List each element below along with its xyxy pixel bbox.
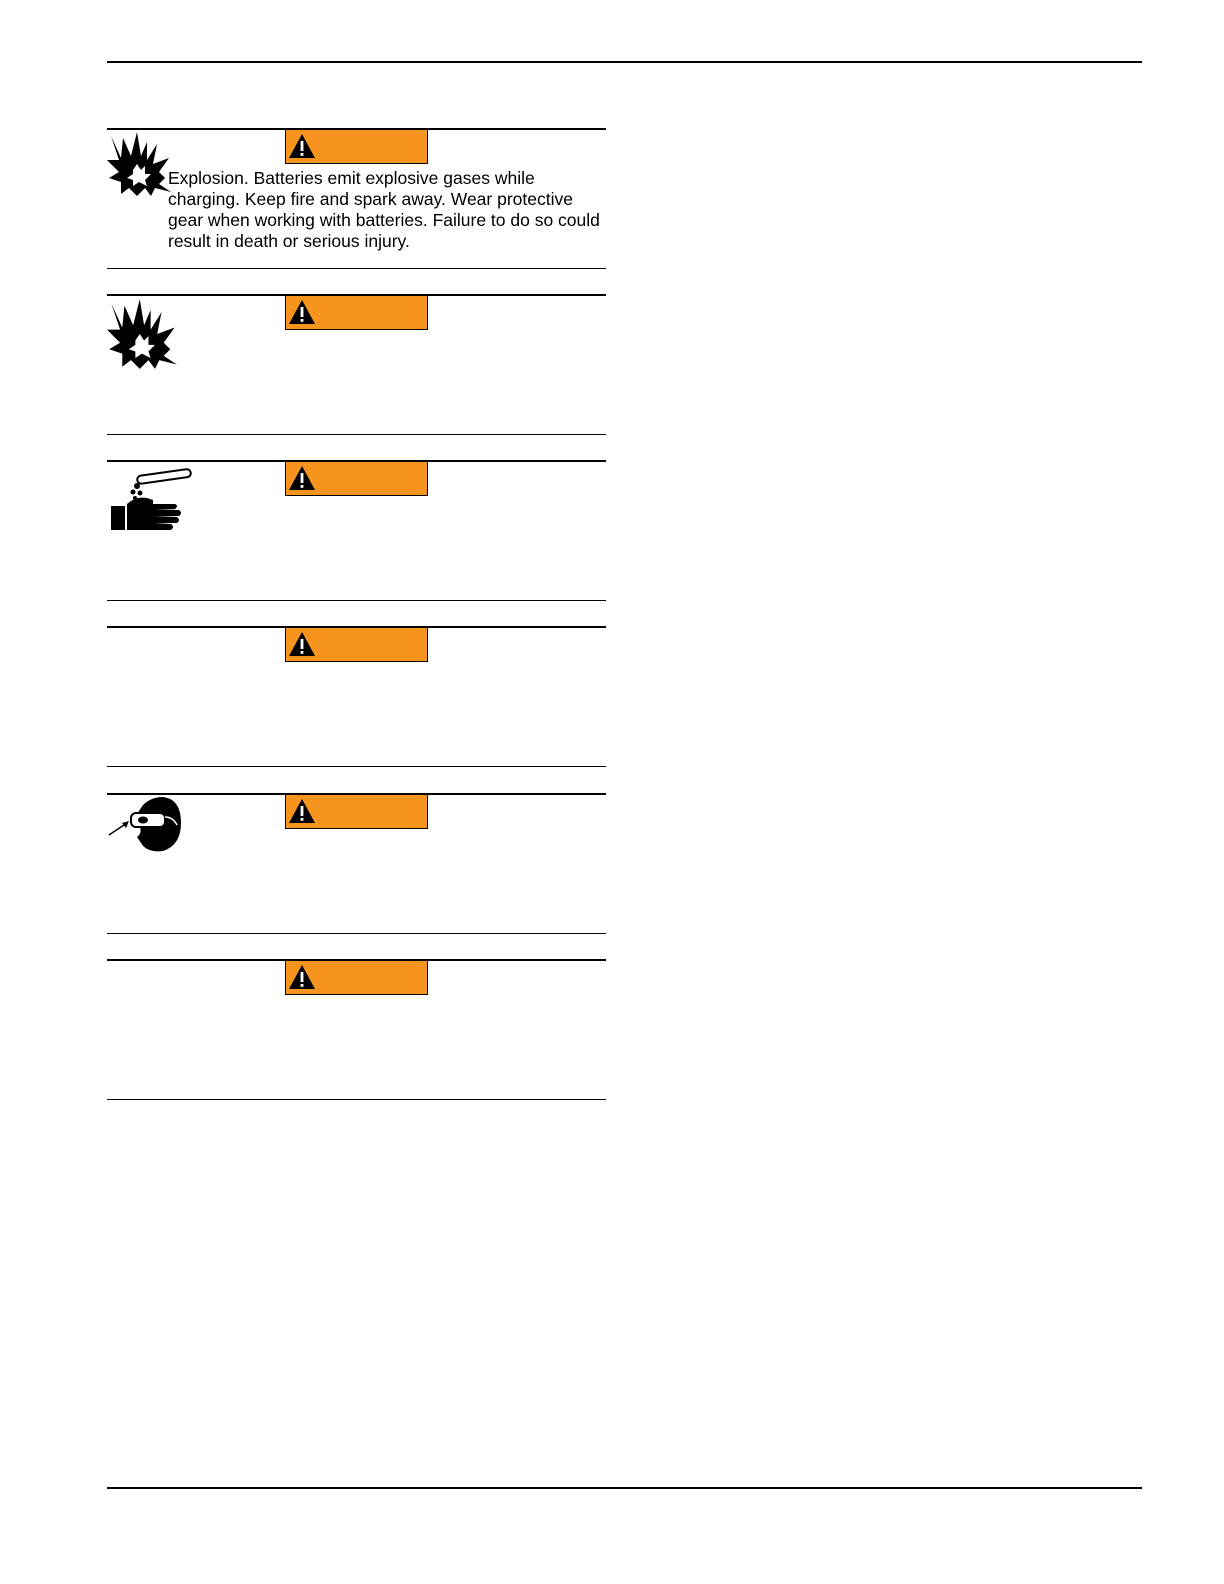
warning-triangle-icon (287, 464, 317, 492)
warning-triangle-icon (287, 298, 317, 326)
warning-box (107, 294, 606, 435)
warning-triangle-icon (287, 132, 317, 160)
warning-message: Explosion. Batteries emit explosive gases while charging. Keep fire and spark away. Wear protective gear when working with batteries. Failure to do so could result in death or serious injury. (168, 168, 600, 251)
warning-label (285, 795, 428, 829)
warning-label (285, 296, 428, 330)
warning-label (285, 628, 428, 662)
warning-box (107, 128, 606, 269)
warning-triangle-icon (287, 963, 317, 991)
warning-box (107, 626, 606, 767)
warning-box (107, 959, 606, 1100)
warning-triangle-icon (287, 630, 317, 658)
warning-triangle-icon (287, 797, 317, 825)
warning-box (107, 793, 606, 934)
warning-label (285, 462, 428, 496)
warning-label (285, 130, 428, 164)
warning-box (107, 460, 606, 601)
explosion-icon (107, 130, 173, 198)
header-rule (107, 61, 1142, 63)
footer-rule (107, 1487, 1142, 1489)
warning-label (285, 961, 428, 995)
explosion-icon (107, 296, 179, 372)
eye-protection-icon (107, 795, 183, 855)
acid-hand-icon (107, 462, 197, 534)
